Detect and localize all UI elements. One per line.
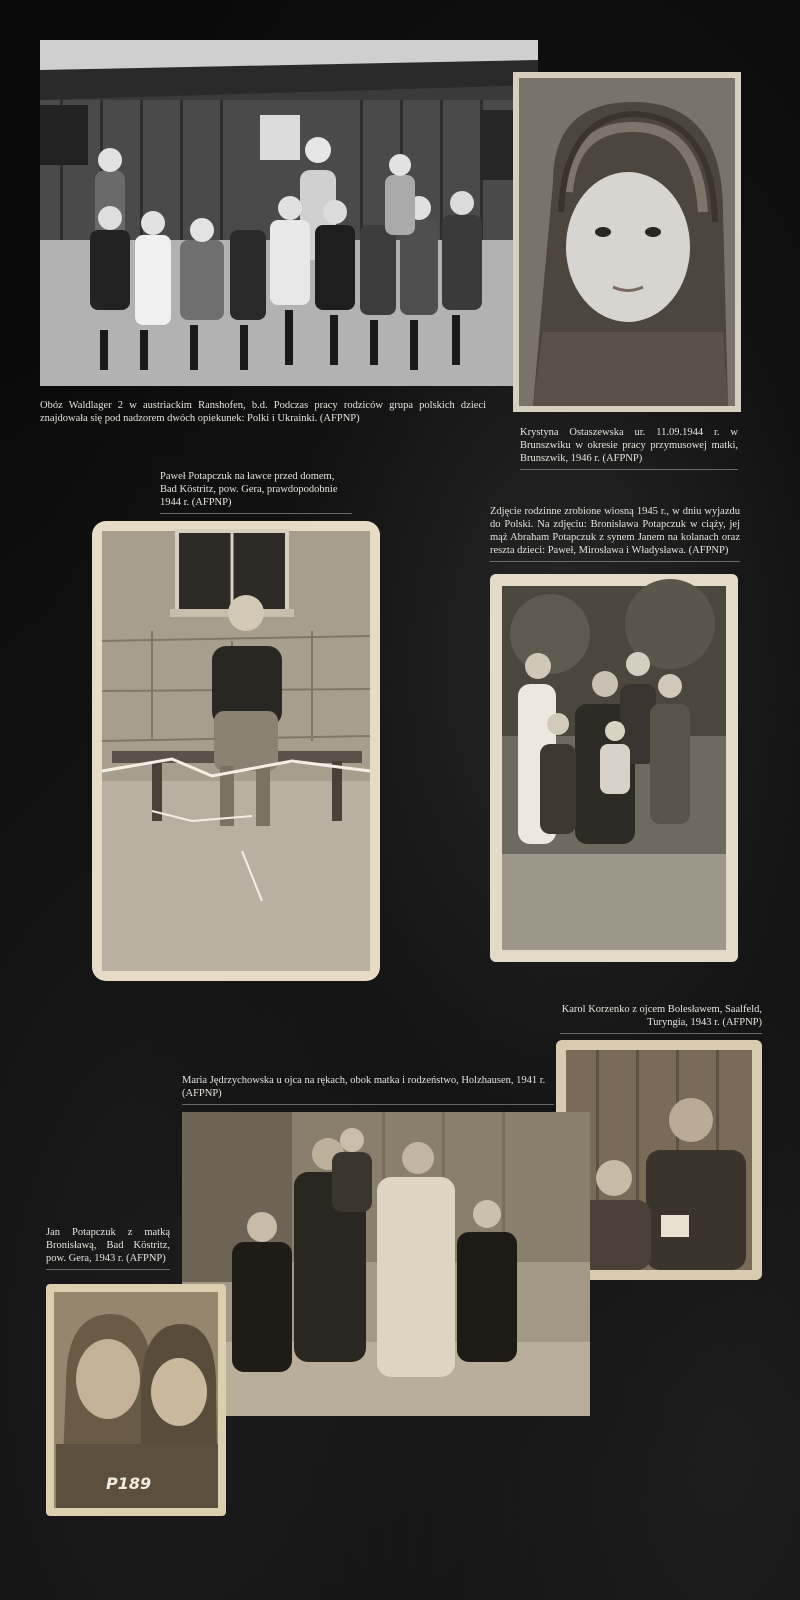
prisoner-number-tag: P189	[106, 1474, 152, 1493]
caption-pawel: Paweł Potapczuk na ławce przed domem, Bad Köstritz, pow. Gera, prawdopodobnie 1944 r. (AFPNP)	[160, 470, 352, 514]
caption-rodzinne: Zdjęcie rodzinne zrobione wiosną 1945 r., w dniu wyjazdu do Polski. Na zdjęciu: Bronisława Potapczuk w ciąży, jej mąż Abraham Potapczuk z synem Janem na kolanach oraz reszta dzieci: Paweł, Mirosława i Władysława. (AFPNP)	[490, 505, 740, 562]
photo-maria-family	[182, 1112, 590, 1416]
photo-jan-with-mother	[46, 1284, 226, 1516]
photo-krystyna-portrait	[513, 72, 741, 412]
caption-krystyna: Krystyna Ostaszewska ur. 11.09.1944 r. w Brunszwiku w okresie pracy przymusowej matki, Brunszwik, 1946 r. (AFPNP)	[520, 426, 738, 470]
caption-waldlager: Obóz Waldlager 2 w austriackim Ranshofen, b.d. Podczas pracy rodziców grupa polskich dzieci znajdowała się pod nadzorem dwóch opiekunek: Polki i Ukrainki. (AFPNP)	[40, 400, 486, 424]
photo-family-1945	[490, 574, 738, 962]
caption-jan: Jan Potapczuk z matką Bronisławą, Bad Köstritz, pow. Gera, 1943 r. (AFPNP)	[46, 1226, 170, 1270]
photo-pawel-on-bench	[92, 521, 380, 981]
photo-waldlager-children	[40, 40, 538, 386]
caption-maria: Maria Jędrzychowska u ojca na rękach, obok matka i rodzeństwo, Holzhausen, 1941 r. (AFPNP)	[182, 1074, 554, 1105]
caption-karol: Karol Korzenko z ojcem Bolesławem, Saalfeld, Turyngia, 1943 r. (AFPNP)	[560, 1003, 762, 1034]
